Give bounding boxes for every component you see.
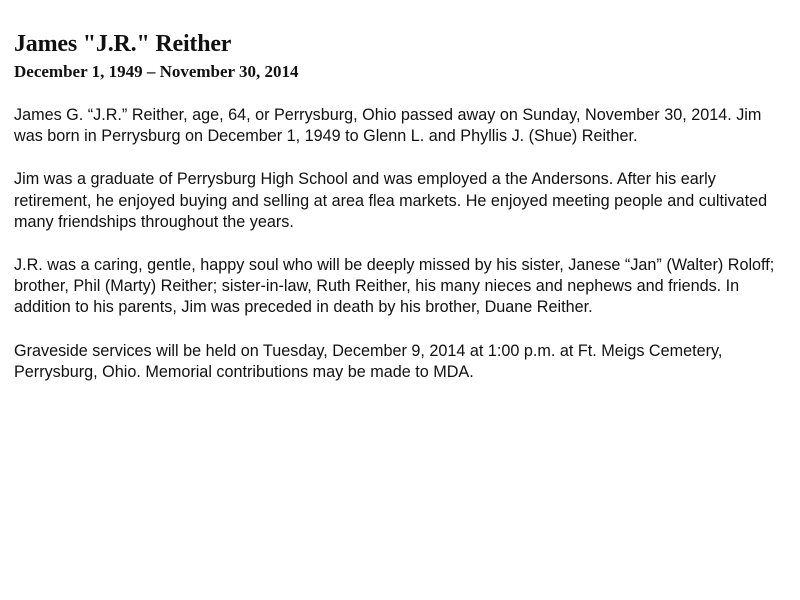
paragraph-life: Jim was a graduate of Perrysburg High School and was employed a the Andersons. After his early retirement, he enjoyed buying and selling at area flea markets. He enjoyed meeting people and cultivated many friendships throughout the years. (14, 170, 768, 231)
obituary-document (14, 30, 789, 383)
paragraph-passing: James G. “J.R.” Reither, age, 64, or Perrysburg, Ohio passed away on Sunday, November 30, 2014. Jim was born in Perrysburg on December 1, 1949 to Glenn L. and Phyllis J. (Shue) Reither. (14, 106, 762, 146)
obituary-title: James "J.R." Reither (14, 31, 232, 57)
paragraph-services: Graveside services will be held on Tuesday, December 9, 2014 at 1:00 p.m. at Ft. Meigs Cemetery, Perrysburg, Ohio. Memorial contributions may be made to MDA. (14, 341, 723, 381)
life-dates: December 1, 1949 – November 30, 2014 (14, 62, 299, 81)
paragraph-survivors: J.R. was a caring, gentle, happy soul who will be deeply missed by his sister, Janese “Jan” (Walter) Roloff; brother, Phil (Marty) Reither; sister-in-law, Ruth Reither, his many nieces and nephews and friends. In addition to his parents, Jim was preceded in death by his brother, Duane Reither. (14, 256, 775, 317)
